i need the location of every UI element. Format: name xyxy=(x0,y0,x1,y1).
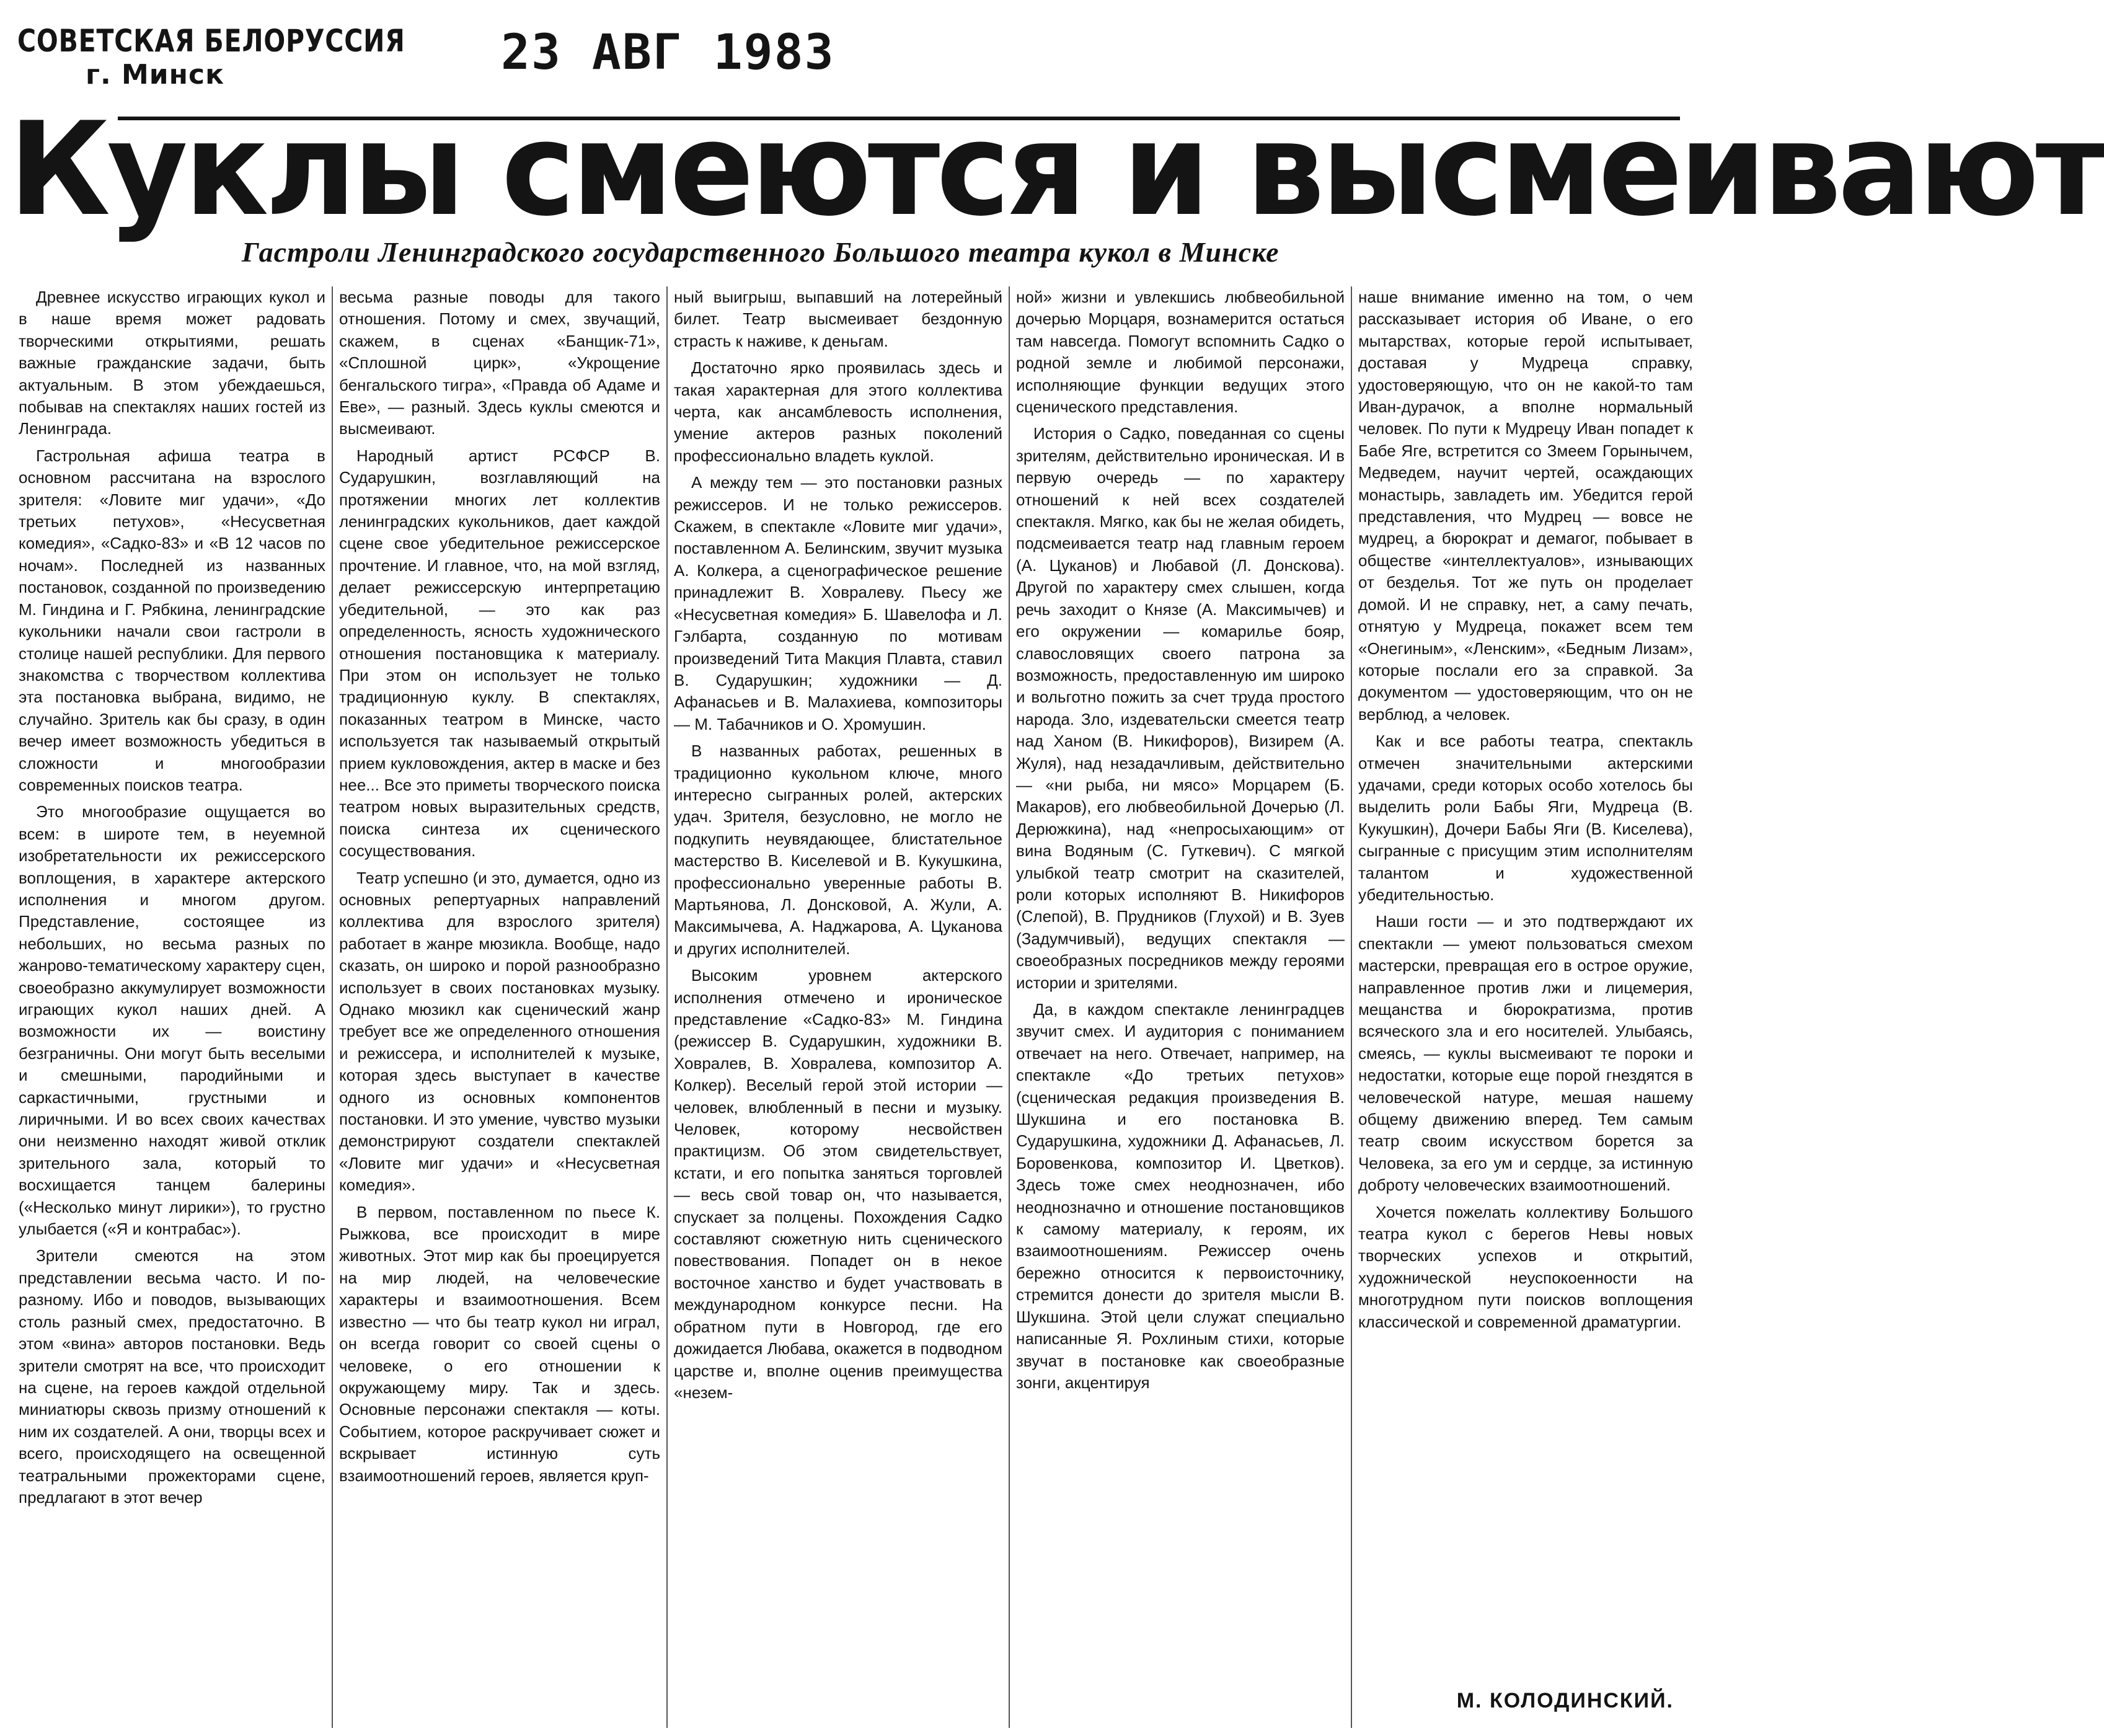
paragraph: А между тем — это постановки разных режиссеров. И не только режиссеров. Скажем, в спектакле «Ловите миг удачи», поставленном А. Белинским, звучит музыка А. Колкера, а сценографическое решение принадлежит В. Ховралеву. Пьесу же «Несусветная комедия» Б. Шавелофа и Л. Гэлбарта, созданную по мотивам произведений Тита Макция Плавта, ставил В. Сударушкин; художники — Д. Афанасьев и В. Малахиева, композиторы — М. Табачников и О. Хромушин. xyxy=(674,473,1003,733)
paragraph: наше внимание именно на том, о чем рассказывает история об Иване, о его мытарствах, которые герой испытывает, доставая у Мудреца справку, удостоверяющую, что он не какой-то там Иван-дурачок, а вполне нормальный человек. По пути к Мудрецу Иван попадет к Бабе Яге, встретится со Змеем Горынычем, Медведем, научит чертей, осаждающих монастырь, завладеть им. Убедится герой представления, что Мудрец — вовсе не мудрец, а бюрократ и демагог, побывает в обществе «интеллектуалов», изнывающих от безделья. Тот же путь он проделает домой. И не справку, нет, а саму печать, отнятую у Мудреца, покажет всем тем «Онегиным», «Ленским», «Бедным Лизам», которые послали его за справкой. За документом — удостоверяющим, что он не верблюд, а человек. xyxy=(1358,288,1693,724)
paragraph: Театр успешно (и это, думается, одно из основных репертуарных направлений коллектива для взрослого зрителя) работает в жанре мюзикла. Вообще, надо сказать, он широко и порой разнообразно использует в своих постановках музыку. Однако мюзикл как сценический жанр требует все же определенного отношения и режиссера, и исполнителей к музыке, которая здесь выступает в качестве одного из основных компонентов постановки. И это умение, чувство музыки демонстрируют создатели спектаклей «Ловите миг удачи» и «Несусветная комедия». xyxy=(339,868,660,1195)
article-headline: Куклы смеются и высмеивают xyxy=(9,95,2104,245)
paragraph: Древнее искусство играющих кукол и в наше время может радовать творческими открытиями, решать важные гражданские задачи, быть актуальным. В этом убеждаешься, побывав на спектаклях наших гостей из Ленинграда. xyxy=(19,288,325,438)
paragraph: ной» жизни и увлекшись любвеобильной дочерью Морцаря, вознамерится остаться там навсегда. Помогут вспомнить Садко о родной земле и любимой персонажи, исполняющие функции ведущих этого сценического представления. xyxy=(1016,288,1345,417)
column-3 xyxy=(674,286,1002,1728)
author-signature: М. КОЛОДИНСКИЙ. xyxy=(1456,1689,1674,1712)
publication-date: 23 АВГ 1983 xyxy=(501,25,835,81)
column-5 xyxy=(1358,286,1693,1728)
newspaper-name: СОВЕТСКАЯ БЕЛОРУССИЯ xyxy=(17,23,405,59)
paragraph: История о Садко, поведанная со сцены зрителям, действительно ироническая. И в первую очередь — по характеру отношений к ней всех создателей спектакля. Мягко, как бы не желая обидеть, подсмеивается театр над главным героем (А. Цуканов) и Любавой (Л. Донскова). Другой по характеру смех слышен, когда речь заходит о Князе (А. Максимычев) и его окружении — комарилье бояр, славословящих своего патрона за возможность, предоставленную им широко и вольготно пожить за счет труда простого народа. Зло, издевательски смеется театр над Ханом (В. Никифоров), Визирем (А. Жуля), над незадачливым, действительно — «ни рыба, ни мясо» Морцарем (Б. Макаров), его любвеобильной Дочерью (Л. Дерюжкина), над «непросыхающим» от вина Водяным (С. Гуткевич). С мягкой улыбкой театр смотрит на сказителей, роли которых исполняют В. Никифоров (Слепой), В. Прудников (Глухой) и В. Зуев (Задумчивый), ведущих спектакля — своеобразных посредников между героями истории и зрителями. xyxy=(1016,424,1345,992)
paragraph: В названных работах, решенных в традиционно кукольном ключе, много интересно сыгранных ролей, актерских удач. Зрителя, безусловно, не могло не подкупить неувядающее, блистательное мастерство В. Киселевой и В. Кукушкина, профессионально уверенные работы В. Мартьянова, Л. Донсковой, А. Жули, А. Максимычева, А. Наджарова, А. Цуканова и других исполнителей. xyxy=(674,742,1002,958)
paragraph: Да, в каждом спектакле ленинградцев звучит смех. И аудитория с пониманием отвечает на него. Отвечает, например, на спектакле «До третьих петухов» (сценическая редакция произведения В. Шукшина и его постановка В. Сударушкина, художники Д. Афанасьев, Л. Боровенкова, композитор И. Цветков). Здесь тоже смех неоднозначен, ибо неоднозначно и отношение постановщиков к самому материалу, к героям, их взаимоотношениям. Режиссер очень бережно относится к первоисточнику, стремится донести до зрителя мысли В. Шукшина. Этой цели служат специально написанные Я. Рохлиным стихи, которые звучат в постановке как своеобразные зонги, акцентируя xyxy=(1016,1000,1345,1392)
column-4 xyxy=(1016,286,1345,1728)
paragraph: Гастрольная афиша театра в основном рассчитана на взрослого зрителя: «Ловите миг удачи», «До третьих петухов», «Несусветная комедия», «Садко-83» и «В 12 часов по ночам». Последней из названных постановок, созданной по произведению М. Гиндина и Г. Рябкина, ленинградские кукольники начали свои гастроли в столице нашей республики. Для первого знакомства с творчеством коллектива эта постановка выбрана, видимо, не случайно. Зритель как бы сразу, в один вечер имеет возможность убедиться в сложности и многообразии современных поисков театра. xyxy=(19,446,325,794)
paragraph: В первом, поставленном по пьесе К. Рыжкова, все происходит в мире животных. Этот мир как бы проецируется на мир людей, на человеческие характеры и взаимоотношения. Всем известно — что бы театр кукол ни играл, он всегда говорит со своей сцены о человеке, о его отношении к окружающему миру. Так и здесь. Основные персонажи спектакля — коты. Событием, которое раскручивает сюжет и вскрывает истинную суть взаимоотношений героев, является круп- xyxy=(339,1202,660,1485)
paragraph: ный выигрыш, выпавший на лотерейный билет. Театр высмеивает бездонную страсть к наживе, к деньгам. xyxy=(674,288,1002,350)
paragraph: Высоким уровнем актерского исполнения отмечено и ироническое представление «Садко-83» М. Гиндина (режиссер В. Сударушкин, художники В. Ховралев, В. Ховралева, композитор А. Колкер). Веселый герой этой истории — человек, влюбленный в песни и музыку. Человек, которому несвойствен практицизм. Об этом свидетельствует, кстати, и его попытка заняться торговлей — весь свой товар он, что называется, спускает за полцены. Похождения Садко составляют сюжетную нить сценического повествования. Попадет он в некое восточное ханство и будет участвовать в международном конкурсе песни. На обратном пути в Новгород, где его дожидается Любава, окажется в подводном царстве и, вполне оценив преимущества «незем- xyxy=(674,966,1002,1402)
newspaper-stamp xyxy=(17,24,490,91)
column-1 xyxy=(19,286,325,1728)
paragraph: Как и все работы театра, спектакль отмечен значительными актерскими удачами, среди которых особо хотелось бы выделить роли Бабы Яги, Мудреца (В. Кукушкин), Дочери Бабы Яги (В. Киселева), сыгранные с присущим этим исполнителям талантом и художественной убедительностью. xyxy=(1358,732,1693,904)
article-subtitle: Гастроли Ленинградского государственного Большого театра кукол в Минске xyxy=(242,236,1280,268)
paragraph: весьма разные поводы для такого отношения. Потому и смех, звучащий, скажем, в сценах «Банщик-71», «Сплошной цирк», «Укрощение бенгальского тигра», «Правда об Адаме и Еве», — разный. Здесь куклы смеются и высмеивают. xyxy=(339,288,660,438)
column-2 xyxy=(339,286,660,1728)
article-body xyxy=(19,286,1692,1728)
paragraph: Достаточно ярко проявилась здесь и такая характерная для этого коллектива черта, как ансамблевость исполнения, умение актеров разных поколений профессионально владеть куклой. xyxy=(674,358,1002,465)
paragraph: Это многообразие ощущается во всем: в широте тем, в неуемной изобретательности их режиссерского воплощения, в характере актерского исполнения и многом другом. Представление, состоящее из небольших, но весьма разных по жанрово-тематическому характеру сцен, своеобразно аккумулирует возможности играющих кукол наших дней. А возможности их — воистину безграничны. Они могут быть веселыми и смешными, пародийными и саркастичными, грустными и лиричными. И во всех своих качествах они неизменно находят живой отклик зрительного зала, который то восхищается танцем балерины («Несколько минут лирики»), то грустно улыбается («Я и контрабас»). xyxy=(19,802,325,1239)
paragraph: Народный артист РСФСР В. Сударушкин, возглавляющий на протяжении многих лет коллектив ленинградских кукольников, дает каждой сцене свое убедительное режиссерское прочтение. И главное, что, на мой взгляд, делает режиссерскую интерпретацию убедительной, — это как раз определенность, ясность художнического отношения постановщика к материалу. При этом он использует не только традиционную куклу. В спектаклях, показанных театром в Минске, часто используется так называемый открытый прием кукловождения, актер в маске и без нее... Все это приметы творческого поиска театром новых выразительных средств, поиска синтеза их сценического сосуществования. xyxy=(339,446,660,861)
paragraph: Хочется пожелать коллективу Большого театра кукол с берегов Невы новых творческих успехов и открытий, художнической неуспокоенности на многотрудном пути поисков воплощения классической и современной драматургии. xyxy=(1358,1202,1693,1331)
paragraph: Зрители смеются на этом представлении весьма часто. И по-разному. Ибо и поводов, вызывающих столь разный смех, предостаточно. В этом «вина» авторов постановки. Ведь зрители смотрят на все, что происходит на сцене, на героев каждой отдельной миниатюры сквозь призму отношений к ним их создателей. А они, творцы всех и всего, происходящего на освещенной театральными прожекторами сцене, предлагают в этот вечер xyxy=(19,1246,325,1507)
paragraph: Наши гости — и это подтверждают их спектакли — умеют пользоваться смехом мастерски, превращая его в острое оружие, направленное против лжи и лицемерия, мещанства и бюрократизма, против всяческого зла и его носителей. Улыбаясь, смеясь, — куклы высмеивают те пороки и недостатки, которые еще порой гнездятся в человеческой натуре, мешая нашему общему движению вперед. Тем самым театр своим искусством борется за Человека, за его ум и сердце, за истинную доброту человеческих взаимоотношений. xyxy=(1358,912,1693,1195)
newspaper-city: г. Минск xyxy=(86,58,224,91)
